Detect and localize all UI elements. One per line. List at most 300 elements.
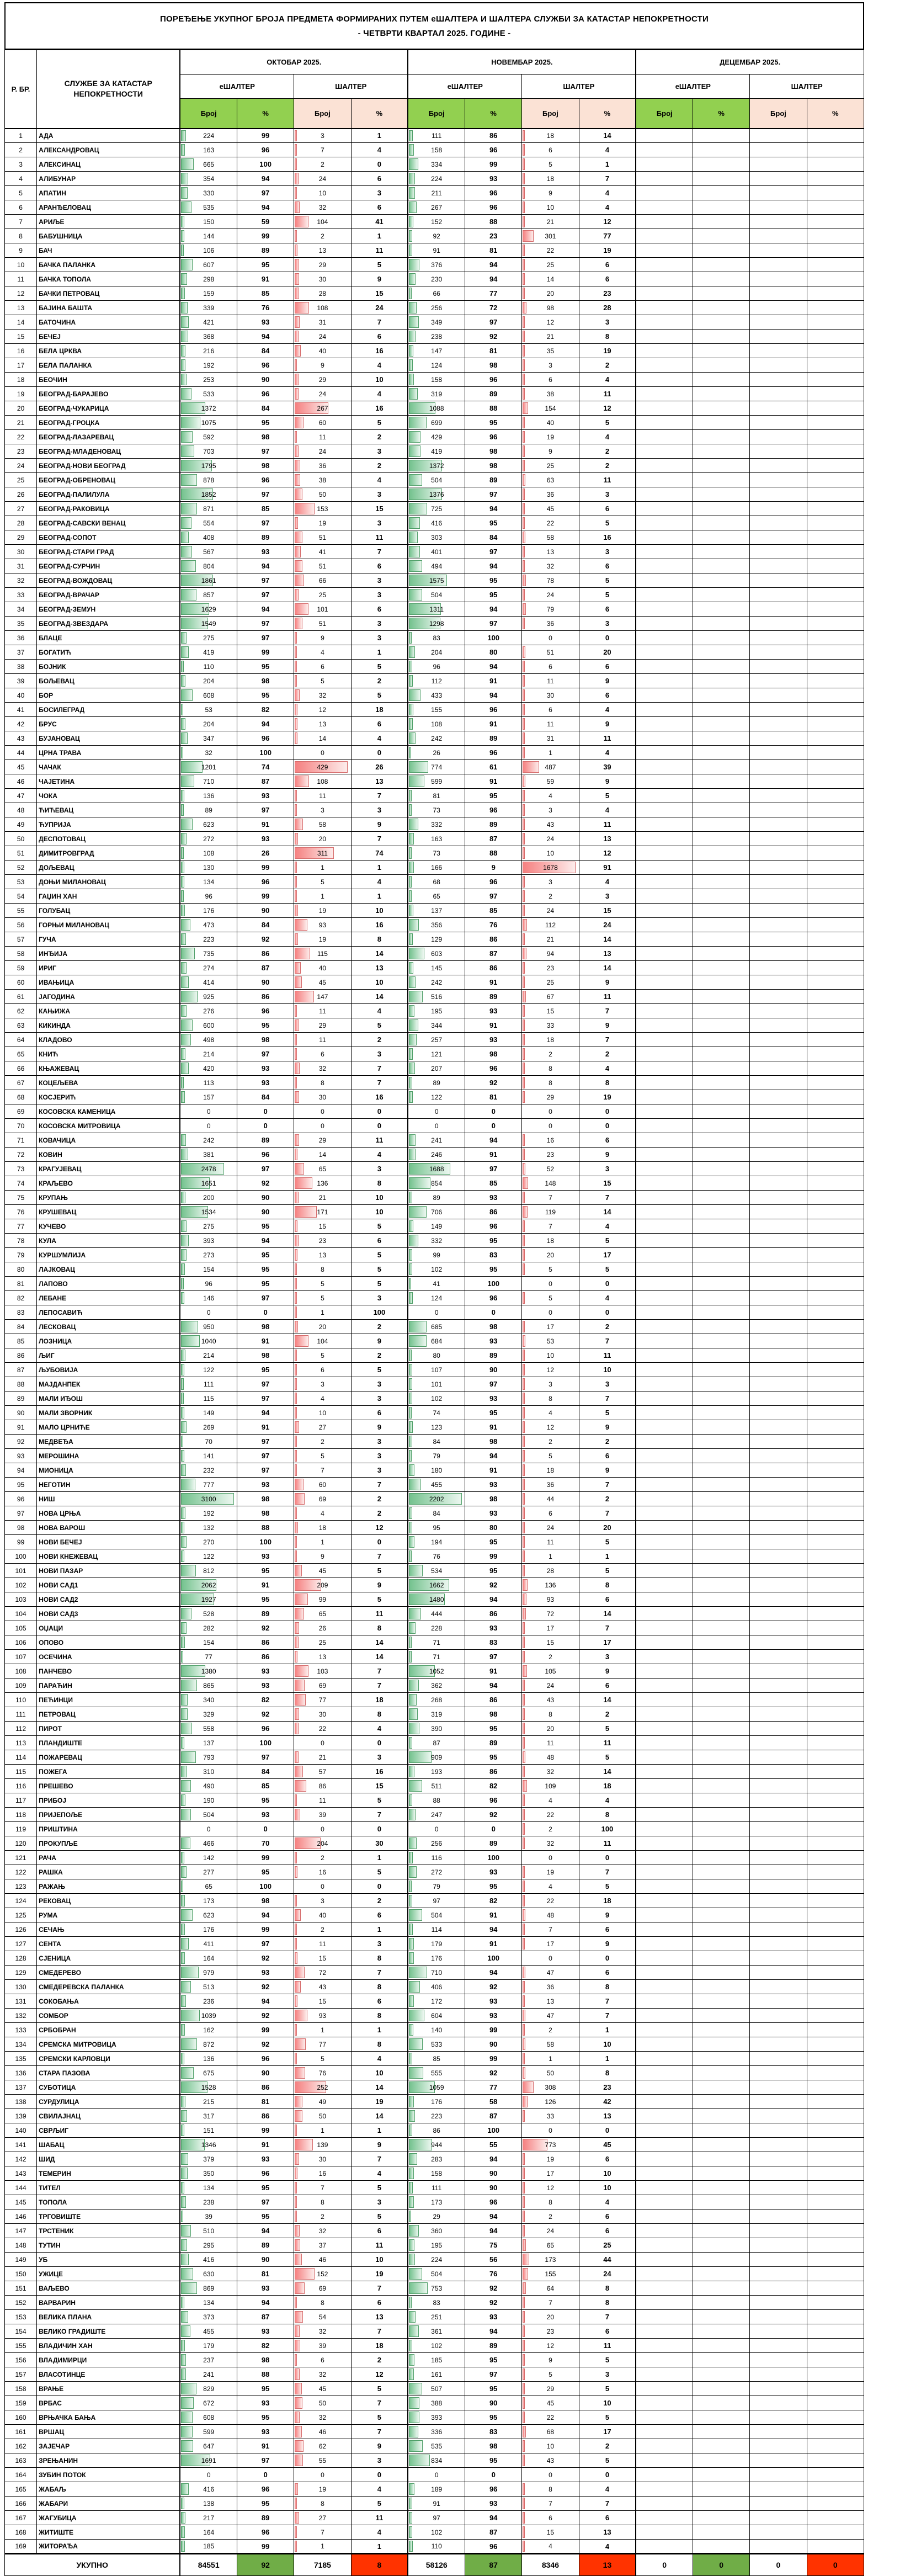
december-empty-cell <box>807 846 864 861</box>
salter-count-cell: 4 <box>522 1793 579 1808</box>
esalter-count-cell: 173 <box>180 1894 237 1908</box>
row-number: 50 <box>5 832 37 846</box>
esalter-pct-cell: 94 <box>465 602 522 617</box>
december-empty-cell <box>636 1693 693 1707</box>
esalter-pct-cell: 96 <box>465 200 522 215</box>
esalter-count-cell: 155 <box>408 703 465 717</box>
december-empty-cell <box>693 803 750 817</box>
salter-pct-cell: 14 <box>579 129 636 143</box>
salter-pct-cell: 6 <box>351 559 408 573</box>
december-empty-cell <box>750 2525 807 2540</box>
esalter-count-cell: 149 <box>180 1406 237 1420</box>
december-empty-cell <box>807 330 864 344</box>
esalter-pct-cell: 89 <box>465 473 522 487</box>
esalter-pct-cell: 97 <box>237 186 294 200</box>
salter-pct-cell: 14 <box>351 2080 408 2095</box>
salter-count-cell: 3 <box>294 803 351 817</box>
salter-count-cell: 2 <box>294 1435 351 1449</box>
esalter-pct-cell: 74 <box>237 760 294 774</box>
december-empty-cell <box>636 1435 693 1449</box>
salter-count-cell: 1 <box>294 2540 351 2554</box>
december-empty-cell <box>750 1966 807 1980</box>
esalter-count-cell: 102 <box>408 2525 465 2540</box>
december-empty-cell <box>636 2310 693 2324</box>
table-row <box>5 1061 864 1076</box>
salter-pct-cell: 9 <box>351 2439 408 2453</box>
december-empty-cell <box>693 487 750 502</box>
esalter-count-cell: 534 <box>408 1564 465 1578</box>
esalter-pct-cell: 99 <box>237 229 294 243</box>
december-empty-cell <box>636 1061 693 1076</box>
esalter-pct-cell: 94 <box>465 2224 522 2238</box>
esalter-count-cell: 1662 <box>408 1578 465 1592</box>
table-row <box>5 573 864 588</box>
salter-pct-cell: 6 <box>579 2152 636 2166</box>
row-number: 159 <box>5 2396 37 2410</box>
esalter-count-cell: 0 <box>180 1305 237 1320</box>
row-number: 29 <box>5 530 37 545</box>
esalter-count-cell: 295 <box>180 2238 237 2253</box>
service-name: ЗУБИН ПОТОК <box>37 2468 180 2482</box>
december-empty-cell <box>807 1377 864 1391</box>
esalter-pct-cell: 0 <box>465 2468 522 2482</box>
service-name: ПИРОТ <box>37 1722 180 1736</box>
total-label: УКУПНО <box>5 2554 180 2576</box>
esalter-count-cell: 70 <box>180 1435 237 1449</box>
table-row <box>5 617 864 631</box>
header-esalter-nov: еШАЛТЕР <box>408 75 522 99</box>
esalter-pct-cell: 95 <box>465 1234 522 1248</box>
esalter-pct-cell: 97 <box>237 1750 294 1765</box>
esalter-count-cell: 194 <box>408 1535 465 1549</box>
december-empty-cell <box>807 2296 864 2310</box>
table-row <box>5 200 864 215</box>
salter-pct-cell: 9 <box>579 717 636 731</box>
salter-pct-cell: 9 <box>351 2138 408 2152</box>
salter-pct-cell: 7 <box>579 2310 636 2324</box>
december-empty-cell <box>750 1162 807 1176</box>
esalter-count-cell: 149 <box>408 1219 465 1234</box>
row-number: 145 <box>5 2195 37 2209</box>
row-number: 85 <box>5 1334 37 1348</box>
esalter-count-cell: 303 <box>408 530 465 545</box>
row-number: 30 <box>5 545 37 559</box>
salter-count-cell: 4 <box>294 645 351 660</box>
salter-pct-cell: 10 <box>351 904 408 918</box>
service-name: ЧОКА <box>37 789 180 803</box>
salter-pct-cell: 19 <box>351 2267 408 2281</box>
esalter-count-cell: 111 <box>408 129 465 143</box>
december-empty-cell <box>750 1521 807 1535</box>
row-number: 165 <box>5 2482 37 2497</box>
esalter-pct-cell: 92 <box>237 932 294 947</box>
salter-pct-cell: 5 <box>579 1234 636 1248</box>
esalter-count-cell: 623 <box>180 1908 237 1922</box>
esalter-pct-cell: 94 <box>465 2511 522 2525</box>
december-empty-cell <box>807 645 864 660</box>
december-empty-cell <box>750 1435 807 1449</box>
salter-count-cell: 2 <box>294 157 351 172</box>
december-empty-cell <box>693 2009 750 2023</box>
esalter-pct-cell: 84 <box>237 918 294 932</box>
esalter-count-cell: 256 <box>408 301 465 315</box>
header-pct-dec-salter: % <box>807 99 864 129</box>
december-empty-cell <box>693 1535 750 1549</box>
salter-pct-cell: 0 <box>579 631 636 645</box>
december-empty-cell <box>750 373 807 387</box>
december-empty-cell <box>636 2080 693 2095</box>
salter-count-cell: 26 <box>294 1621 351 1635</box>
december-empty-cell <box>693 645 750 660</box>
service-name: БЕОГРАД-СОПОТ <box>37 530 180 545</box>
december-empty-cell <box>636 1865 693 1879</box>
salter-count-cell: 45 <box>522 2396 579 2410</box>
esalter-count-cell: 340 <box>180 1693 237 1707</box>
esalter-count-cell: 144 <box>180 229 237 243</box>
row-number: 8 <box>5 229 37 243</box>
december-empty-cell <box>750 1363 807 1377</box>
salter-pct-cell: 4 <box>579 875 636 889</box>
table-row <box>5 258 864 272</box>
service-name: НИШ <box>37 1492 180 1506</box>
december-empty-cell <box>693 1621 750 1635</box>
salter-count-cell: 43 <box>522 1693 579 1707</box>
salter-count-cell: 1 <box>294 861 351 875</box>
esalter-count-cell: 192 <box>180 358 237 373</box>
esalter-count-cell: 176 <box>408 2095 465 2109</box>
esalter-pct-cell: 95 <box>237 2209 294 2224</box>
row-number: 24 <box>5 459 37 473</box>
esalter-count-cell: 110 <box>180 660 237 674</box>
esalter-count-cell: 282 <box>180 1621 237 1635</box>
esalter-count-cell: 176 <box>180 1922 237 1937</box>
december-empty-cell <box>807 2238 864 2253</box>
esalter-pct-cell: 87 <box>237 961 294 975</box>
salter-count-cell: 0 <box>522 1277 579 1291</box>
december-empty-cell <box>693 889 750 904</box>
esalter-pct-cell: 93 <box>465 1004 522 1018</box>
december-empty-cell <box>807 1506 864 1521</box>
december-empty-cell <box>693 2095 750 2109</box>
december-empty-cell <box>693 1578 750 1592</box>
salter-count-cell: 12 <box>522 315 579 330</box>
service-name: ЉУБОВИЈА <box>37 1363 180 1377</box>
table-row <box>5 1521 864 1535</box>
esalter-pct-cell: 100 <box>465 631 522 645</box>
esalter-pct-cell: 96 <box>465 2482 522 2497</box>
report-title-line1: ПОРЕЂЕЊЕ УКУПНОГ БРОЈА ПРЕДМЕТА ФОРМИРАНИХ ПУТЕМ еШАЛТЕРА И ШАЛТЕРА СЛУЖБИ ЗА КАТАСТАР НЕПОКРЕТНОСТИ <box>160 14 709 24</box>
december-empty-cell <box>807 502 864 516</box>
esalter-count-cell: 152 <box>408 215 465 229</box>
salter-pct-cell: 10 <box>351 1191 408 1205</box>
december-empty-cell <box>693 2296 750 2310</box>
december-empty-cell <box>636 2382 693 2396</box>
row-number: 95 <box>5 1478 37 1492</box>
december-empty-cell <box>693 2468 750 2482</box>
december-empty-cell <box>693 1090 750 1104</box>
salter-pct-cell: 7 <box>351 1664 408 1679</box>
esalter-count-cell: 180 <box>408 1463 465 1478</box>
december-empty-cell <box>750 918 807 932</box>
table-row <box>5 301 864 315</box>
salter-pct-cell: 30 <box>351 1836 408 1851</box>
total-esalter-count: 84551 <box>180 2554 237 2576</box>
salter-count-cell: 18 <box>522 1463 579 1478</box>
salter-count-cell: 68 <box>522 2425 579 2439</box>
esalter-count-cell: 29 <box>408 2209 465 2224</box>
esalter-count-cell: 41 <box>408 1277 465 1291</box>
december-empty-cell <box>807 1578 864 1592</box>
december-empty-cell <box>693 731 750 746</box>
december-empty-cell <box>636 660 693 674</box>
table-row <box>5 918 864 932</box>
december-empty-cell <box>693 1104 750 1119</box>
service-name: БОГАТИЋ <box>37 645 180 660</box>
esalter-count-cell: 1372 <box>180 401 237 416</box>
row-number: 35 <box>5 617 37 631</box>
december-empty-cell <box>693 688 750 703</box>
december-empty-cell <box>750 2367 807 2382</box>
esalter-count-cell: 444 <box>408 1607 465 1621</box>
december-empty-cell <box>807 2525 864 2540</box>
december-empty-cell <box>807 373 864 387</box>
salter-pct-cell: 2 <box>579 1492 636 1506</box>
esalter-pct-cell: 85 <box>237 1779 294 1793</box>
salter-count-cell: 10 <box>522 846 579 861</box>
december-empty-cell <box>636 1592 693 1607</box>
esalter-count-cell: 507 <box>408 2382 465 2396</box>
salter-count-cell: 31 <box>522 731 579 746</box>
esalter-pct-cell: 95 <box>465 1262 522 1277</box>
esalter-pct-cell: 83 <box>465 1635 522 1650</box>
salter-pct-cell: 0 <box>351 157 408 172</box>
salter-count-cell: 12 <box>522 1420 579 1435</box>
december-empty-cell <box>750 760 807 774</box>
salter-pct-cell: 8 <box>579 1578 636 1592</box>
esalter-pct-cell: 93 <box>465 1506 522 1521</box>
esalter-pct-cell: 96 <box>237 387 294 401</box>
salter-count-cell: 2 <box>294 229 351 243</box>
esalter-pct-cell: 98 <box>465 2439 522 2453</box>
row-number: 138 <box>5 2095 37 2109</box>
salter-pct-cell: 5 <box>351 2181 408 2195</box>
row-number: 5 <box>5 186 37 200</box>
esalter-pct-cell: 93 <box>465 1865 522 1879</box>
esalter-count-cell: 106 <box>180 243 237 258</box>
december-empty-cell <box>636 1765 693 1779</box>
salter-pct-cell: 2 <box>351 674 408 688</box>
december-empty-cell <box>693 2109 750 2123</box>
table-row <box>5 1305 864 1320</box>
salter-pct-cell: 2 <box>351 1320 408 1334</box>
service-name: ИВАЊИЦА <box>37 975 180 990</box>
esalter-pct-cell: 95 <box>237 416 294 430</box>
salter-count-cell: 93 <box>522 1592 579 1607</box>
salter-count-cell: 13 <box>294 1650 351 1664</box>
esalter-pct-cell: 84 <box>237 1090 294 1104</box>
table-row <box>5 1363 864 1377</box>
table-row <box>5 473 864 487</box>
salter-count-cell: 39 <box>294 1808 351 1822</box>
salter-count-cell: 38 <box>522 387 579 401</box>
salter-count-cell: 15 <box>294 1994 351 2009</box>
esalter-count-cell: 65 <box>180 1879 237 1894</box>
row-number: 106 <box>5 1635 37 1650</box>
esalter-count-cell: 108 <box>180 846 237 861</box>
salter-count-cell: 24 <box>522 2224 579 2238</box>
esalter-count-cell: 558 <box>180 1722 237 1736</box>
salter-count-cell: 0 <box>294 1119 351 1133</box>
salter-count-cell: 11 <box>294 1033 351 1047</box>
row-number: 58 <box>5 947 37 961</box>
esalter-pct-cell: 95 <box>237 2382 294 2396</box>
row-number: 132 <box>5 2009 37 2023</box>
row-number: 71 <box>5 1133 37 1148</box>
salter-pct-cell: 0 <box>579 1851 636 1865</box>
december-empty-cell <box>636 2425 693 2439</box>
salter-count-cell: 154 <box>522 401 579 416</box>
row-number: 155 <box>5 2339 37 2353</box>
december-empty-cell <box>807 2080 864 2095</box>
december-empty-cell <box>807 2267 864 2281</box>
december-empty-cell <box>807 1277 864 1291</box>
esalter-pct-cell: 98 <box>465 1492 522 1506</box>
salter-count-cell: 36 <box>522 1980 579 1994</box>
esalter-pct-cell: 89 <box>465 1348 522 1363</box>
december-empty-cell <box>807 1449 864 1463</box>
salter-count-cell: 30 <box>294 1090 351 1104</box>
december-empty-cell <box>693 746 750 760</box>
salter-count-cell: 23 <box>294 1234 351 1248</box>
salter-count-cell: 44 <box>522 1492 579 1506</box>
december-empty-cell <box>807 1650 864 1664</box>
esalter-pct-cell: 72 <box>465 301 522 315</box>
total-row <box>5 2554 864 2576</box>
salter-pct-cell: 6 <box>351 1908 408 1922</box>
esalter-count-cell: 1201 <box>180 760 237 774</box>
esalter-count-cell: 878 <box>180 473 237 487</box>
salter-count-cell: 46 <box>294 2425 351 2439</box>
esalter-pct-cell: 92 <box>465 2066 522 2080</box>
esalter-count-cell: 246 <box>408 1148 465 1162</box>
salter-count-cell: 2 <box>294 1851 351 1865</box>
service-name: ЗРЕЊАНИН <box>37 2453 180 2468</box>
row-number: 152 <box>5 2296 37 2310</box>
esalter-count-cell: 416 <box>180 2482 237 2497</box>
esalter-count-cell: 96 <box>180 889 237 904</box>
esalter-count-cell: 236 <box>180 1994 237 2009</box>
december-empty-cell <box>693 1836 750 1851</box>
row-number: 54 <box>5 889 37 904</box>
salter-pct-cell: 0 <box>351 746 408 760</box>
esalter-pct-cell: 85 <box>465 1176 522 1191</box>
salter-count-cell: 43 <box>522 2453 579 2468</box>
december-empty-cell <box>693 904 750 918</box>
salter-count-cell: 19 <box>294 516 351 530</box>
table-row <box>5 2238 864 2253</box>
row-number: 67 <box>5 1076 37 1090</box>
esalter-count-cell: 909 <box>408 1750 465 1765</box>
table-row <box>5 1463 864 1478</box>
december-empty-cell <box>750 2267 807 2281</box>
esalter-count-cell: 158 <box>408 2166 465 2181</box>
december-empty-cell <box>636 760 693 774</box>
esalter-count-cell: 122 <box>408 1090 465 1104</box>
esalter-count-cell: 73 <box>408 803 465 817</box>
service-name: БУЈАНОВАЦ <box>37 731 180 746</box>
december-empty-cell <box>636 1750 693 1765</box>
row-number: 82 <box>5 1291 37 1305</box>
esalter-pct-cell: 89 <box>465 1736 522 1750</box>
salter-pct-cell: 4 <box>351 473 408 487</box>
table-row <box>5 1277 864 1291</box>
december-empty-cell <box>807 803 864 817</box>
table-row <box>5 674 864 688</box>
december-empty-cell <box>807 2224 864 2238</box>
salter-pct-cell: 7 <box>579 1391 636 1406</box>
salter-pct-cell: 7 <box>579 1478 636 1492</box>
esalter-count-cell: 1861 <box>180 573 237 588</box>
esalter-count-cell: 416 <box>180 2253 237 2267</box>
table-row <box>5 1578 864 1592</box>
table-row <box>5 1320 864 1334</box>
december-empty-cell <box>693 1248 750 1262</box>
salter-count-cell: 7 <box>522 2296 579 2310</box>
esalter-count-cell: 204 <box>180 674 237 688</box>
esalter-pct-cell: 95 <box>237 688 294 703</box>
salter-pct-cell: 5 <box>579 2382 636 2396</box>
december-empty-cell <box>636 459 693 473</box>
salter-count-cell: 58 <box>294 817 351 832</box>
december-empty-cell <box>693 1793 750 1808</box>
service-name: ОЏАЦИ <box>37 1621 180 1635</box>
esalter-count-cell: 138 <box>180 2497 237 2511</box>
esalter-pct-cell: 0 <box>237 1104 294 1119</box>
esalter-count-cell: 113 <box>180 1076 237 1090</box>
service-name: БЕОГРАД-ВРАЧАР <box>37 588 180 602</box>
salter-count-cell: 12 <box>522 1363 579 1377</box>
service-name: ПОЖЕГА <box>37 1765 180 1779</box>
december-empty-cell <box>750 2339 807 2353</box>
esalter-count-cell: 419 <box>408 444 465 459</box>
december-empty-cell <box>750 559 807 573</box>
table-row <box>5 688 864 703</box>
december-empty-cell <box>693 2324 750 2339</box>
salter-pct-cell: 45 <box>579 2138 636 2152</box>
december-empty-cell <box>693 1348 750 1363</box>
december-empty-cell <box>750 975 807 990</box>
row-number: 148 <box>5 2238 37 2253</box>
december-empty-cell <box>750 2209 807 2224</box>
row-number: 61 <box>5 990 37 1004</box>
december-empty-cell <box>750 889 807 904</box>
december-empty-cell <box>636 1119 693 1133</box>
salter-pct-cell: 3 <box>351 1463 408 1478</box>
salter-pct-cell: 12 <box>579 401 636 416</box>
salter-count-cell: 8 <box>294 2497 351 2511</box>
esalter-count-cell: 274 <box>180 961 237 975</box>
salter-pct-cell: 13 <box>579 832 636 846</box>
december-empty-cell <box>693 1506 750 1521</box>
service-name: ВАЉЕВО <box>37 2281 180 2296</box>
december-empty-cell <box>807 2439 864 2453</box>
december-empty-cell <box>750 1994 807 2009</box>
header-salter-oct: ШАЛТЕР <box>294 75 408 99</box>
esalter-count-cell: 269 <box>180 1420 237 1435</box>
esalter-pct-cell: 99 <box>237 2023 294 2037</box>
december-empty-cell <box>636 2511 693 2525</box>
salter-pct-cell: 3 <box>351 1449 408 1463</box>
